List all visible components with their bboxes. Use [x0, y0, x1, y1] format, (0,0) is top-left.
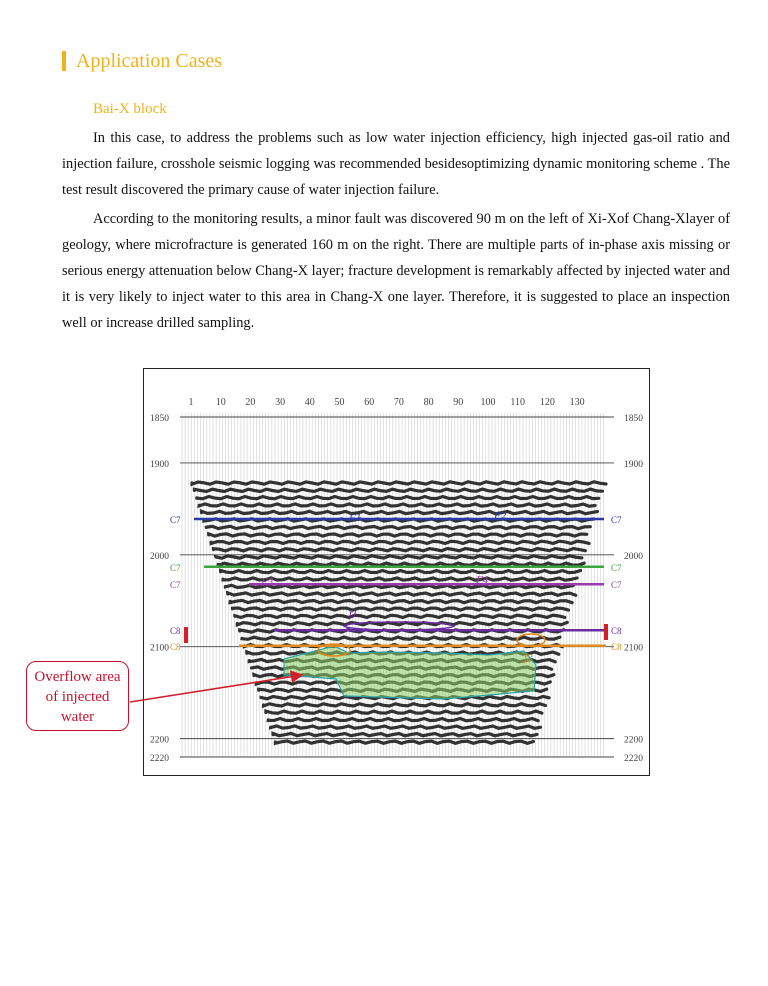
- fault-label: F4: [476, 574, 489, 586]
- trace-number: 130: [569, 397, 585, 408]
- horizon-label-right: C7: [611, 562, 622, 573]
- depth-label-right: 1850: [624, 414, 643, 424]
- trace-number: 120: [539, 397, 555, 408]
- trace-number: 80: [423, 397, 434, 408]
- horizon-label-left: C8: [170, 626, 181, 637]
- trace-number: 10: [215, 397, 226, 408]
- trace-number: 70: [393, 397, 404, 408]
- horizon-label-left: C7: [170, 562, 181, 573]
- horizon-label-right: C7: [611, 515, 622, 525]
- trace-number: 20: [245, 397, 256, 408]
- depth-label-left: 2100: [150, 643, 169, 654]
- fault-label: F2: [494, 510, 507, 522]
- horizon-label-left: C8: [170, 641, 181, 652]
- horizon-label-right: C7: [611, 580, 622, 591]
- trace-number: 110: [510, 397, 526, 408]
- depth-label-right: 2220: [624, 754, 643, 764]
- trace-number: 40: [304, 397, 315, 408]
- case-paragraph-2: According to the monitoring results, a minor fault was discovered 90 m on the left of Xi-Xof Chang-Xlayer of geology, where microfracture is generated 160 m on the right. There are multiple parts of in-phase axis missing or serious energy attenuation below Chang-X layer; fracture development is remarkably affected by injected water and it is very likely to inject water to this area in Chang-X one layer. Therefore, it is suggested to place an inspection well or increase drilled sampling.: [62, 211, 730, 331]
- trace-number: 30: [275, 397, 286, 408]
- horizon-label-left: C7: [170, 580, 181, 591]
- callout-line-1: Overflow area: [34, 669, 121, 685]
- trace-number: 100: [480, 397, 496, 408]
- depth-label-right: 2000: [624, 551, 643, 562]
- trace-number: 60: [364, 397, 375, 408]
- case-heading: Bai-X block: [93, 101, 167, 117]
- fault-label: f1: [349, 608, 358, 620]
- depth-label-left: 1900: [150, 459, 169, 470]
- trace-number: 50: [334, 397, 345, 408]
- horizon-label-left: C7: [170, 515, 181, 525]
- trace-number: 1: [188, 397, 194, 408]
- case-paragraph-1: In this case, to address the problems such as low water injection efficiency, high injected gas-oil ratio and injection failure, crosshole seismic logging was recommended besidesoptimizing dynamic monitoring scheme . The test result discovered the primary cause of water injection failure.: [62, 130, 730, 198]
- fault-label: F1: [349, 512, 362, 524]
- horizon-label-right: C8: [611, 626, 622, 637]
- depth-label-right: 2200: [624, 735, 643, 746]
- depth-label-right: 1900: [624, 459, 643, 470]
- fault-label: F3: [261, 576, 274, 588]
- section-title: Application Cases: [76, 49, 223, 72]
- depth-label-left: 1850: [150, 414, 169, 424]
- depth-label-left: 2000: [150, 551, 169, 562]
- depth-label-right: 2100: [624, 643, 643, 654]
- callout-line-2: of injected: [45, 689, 110, 705]
- fault-label: f2: [524, 652, 533, 664]
- overflow-callout: [26, 661, 129, 731]
- callout-line-3: water: [60, 709, 95, 725]
- depth-label-left: 2220: [150, 754, 169, 764]
- trace-number: 90: [453, 397, 464, 408]
- horizon-label-right: C8: [611, 641, 622, 652]
- depth-label-left: 2200: [150, 735, 169, 746]
